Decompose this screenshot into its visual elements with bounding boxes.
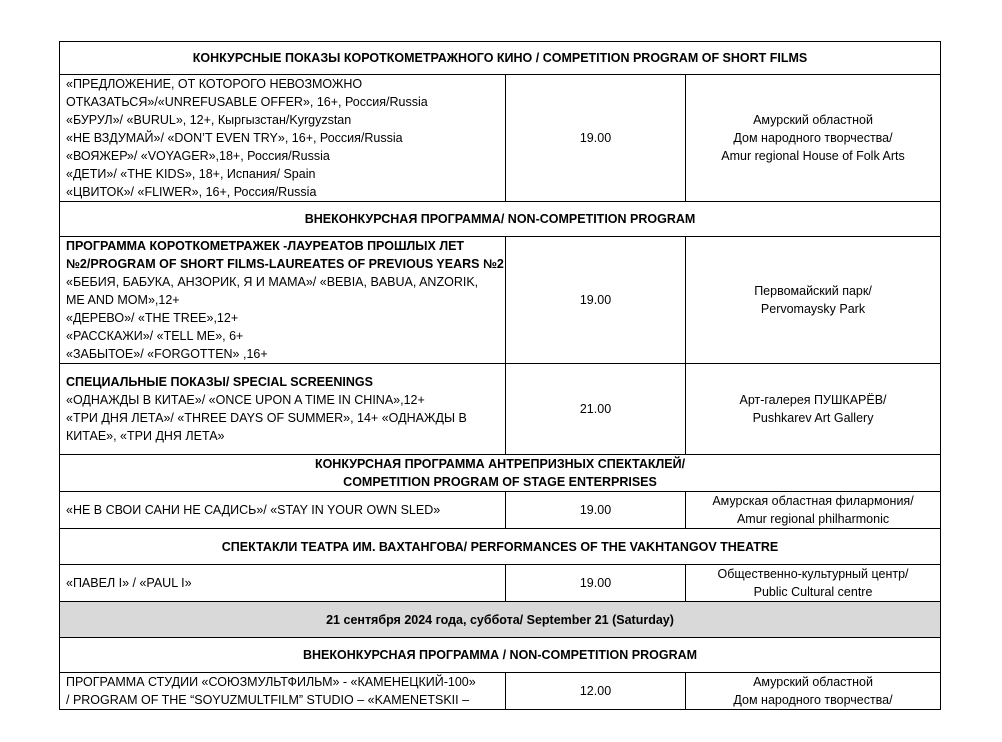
event-description [60,75,506,202]
section-row [60,455,941,492]
section-heading-line: COMPETITION PROGRAM OF STAGE ENTERPRISES [343,475,657,489]
program-title-line: / PROGRAM OF THE “SOYUZMULTFILM” STUDIO – «KAMENETSKII – [66,693,470,707]
film-title-line: «ОДНАЖДЫ В КИТАЕ»/ «ONCE UPON A TIME IN CHINA»,12+ [66,393,425,407]
event-venue [686,237,941,364]
venue-line: Амурский областной [753,113,873,127]
venue-line: Public Cultural centre [753,585,873,599]
event-row [60,492,941,529]
film-title-line: «НЕ ВЗДУМАЙ»/ «DON’T EVEN TRY», 16+, Россия/Russia [66,131,403,145]
date-row [60,602,941,638]
program-title-line: ПРОГРАММА СТУДИИ «СОЮЗМУЛЬТФИЛЬМ» - «КАМЕНЕЦКИЙ-100» [66,675,476,689]
event-venue [686,75,941,202]
venue-line: Amur regional philharmonic [736,512,890,526]
section-row [60,529,941,565]
event-description [60,565,506,602]
event-venue [686,673,941,710]
film-title-line: «ДЕТИ»/ «THE KIDS», 18+, Испания/ Spain [66,167,316,181]
film-title-line: «РАССКАЖИ»/ «TELL ME», 6+ [66,329,244,343]
film-title-line: «ВОЯЖЕР»/ «VOYAGER»,18+, Россия/Russia [66,149,330,163]
program-title-line: СПЕЦИАЛЬНЫЕ ПОКАЗЫ/ SPECIAL SCREENINGS [66,375,373,389]
event-time: 19.00 [506,492,686,529]
program-title-line: ПРОГРАММА КОРОТКОМЕТРАЖЕК -ЛАУРЕАТОВ ПРОШЛЫХ ЛЕТ [66,239,465,253]
venue-line: Дом народного творчества/ [733,693,893,707]
section-heading: ВНЕКОНКУРСНАЯ ПРОГРАММА / NON-COMPETITION PROGRAM [60,638,941,673]
section-row [60,638,941,673]
venue-line: Арт-галерея ПУШКАРЁВ/ [739,393,887,407]
film-title-line: «БУРУЛ»/ «BURUL», 12+, Кыргызстан/Kyrgyzstan [66,113,352,127]
section-heading: СПЕКТАКЛИ ТЕАТРА ИМ. ВАХТАНГОВА/ PERFORMANCES OF THE VAKHTANGOV THEATRE [60,529,941,565]
venue-line: Общественно-культурный центр/ [717,567,909,581]
section-heading-line: КОНКУРСНАЯ ПРОГРАММА АНТРЕПРИЗНЫХ СПЕКТАКЛЕЙ/ [314,457,686,471]
date-heading: 21 сентября 2024 года, суббота/ September 21 (Saturday) [60,602,941,638]
event-time: 19.00 [506,75,686,202]
venue-line: Amur regional House of Folk Arts [721,149,905,163]
venue-line: Pervomaysky Park [760,302,866,316]
event-row [60,237,941,364]
venue-line: Pushkarev Art Gallery [752,411,874,425]
film-title-line: «ЦВИТОК»/ «FLIWER», 16+, Россия/Russia [66,185,317,199]
film-title-line: ОТКАЗАТЬСЯ»/«UNREFUSABLE OFFER», 16+, Россия/Russia [66,95,428,109]
event-row [60,364,941,455]
section-heading: КОНКУРСНЫЕ ПОКАЗЫ КОРОТКОМЕТРАЖНОГО КИНО / COMPETITION PROGRAM OF SHORT FILMS [60,42,941,75]
event-row [60,75,941,202]
event-description [60,237,506,364]
film-title-line: КИТАЕ», «ТРИ ДНЯ ЛЕТА» [66,429,225,443]
section-row [60,42,941,75]
section-heading: ВНЕКОНКУРСНАЯ ПРОГРАММА/ NON-COMPETITION PROGRAM [60,202,941,237]
film-title-line: «ТРИ ДНЯ ЛЕТА»/ «THREE DAYS OF SUMMER», 14+ «ОДНАЖДЫ В [66,411,467,425]
event-description [60,673,506,710]
section-heading [60,455,941,492]
film-title-line: «БЕБИЯ, БАБУКА, АНЗОРИК, Я И МАМА»/ «BEBIA, BABUA, ANZORIK, [66,275,479,289]
venue-line: Первомайский парк/ [754,284,872,298]
film-title-line: «ПРЕДЛОЖЕНИЕ, ОТ КОТОРОГО НЕВОЗМОЖНО [66,77,363,91]
venue-line: Дом народного творчества/ [733,131,893,145]
schedule-table [59,41,941,710]
section-row [60,202,941,237]
event-description [60,492,506,529]
event-time: 12.00 [506,673,686,710]
event-time: 19.00 [506,565,686,602]
film-title-line: «ДЕРЕВО»/ «THE TREE»,12+ [66,311,239,325]
event-venue [686,565,941,602]
event-venue [686,492,941,529]
film-title-line: «ЗАБЫТОЕ»/ «FORGOTTEN» ,16+ [66,347,268,361]
venue-line: Амурская областная филармония/ [712,494,914,508]
performance-title-line: «ПАВЕЛ I» / «PAUL I» [66,576,192,590]
event-time: 21.00 [506,364,686,455]
event-description [60,364,506,455]
event-row [60,565,941,602]
performance-title-line: «НЕ В СВОИ САНИ НЕ САДИСЬ»/ «STAY IN YOUR OWN SLED» [66,503,441,517]
film-title-line: ME AND MOM»,12+ [66,293,180,307]
event-row [60,673,941,710]
program-title-line: №2/PROGRAM OF SHORT FILMS-LAUREATES OF PREVIOUS YEARS №2 [66,257,504,271]
event-time: 19.00 [506,237,686,364]
venue-line: Амурский областной [753,675,873,689]
event-venue [686,364,941,455]
